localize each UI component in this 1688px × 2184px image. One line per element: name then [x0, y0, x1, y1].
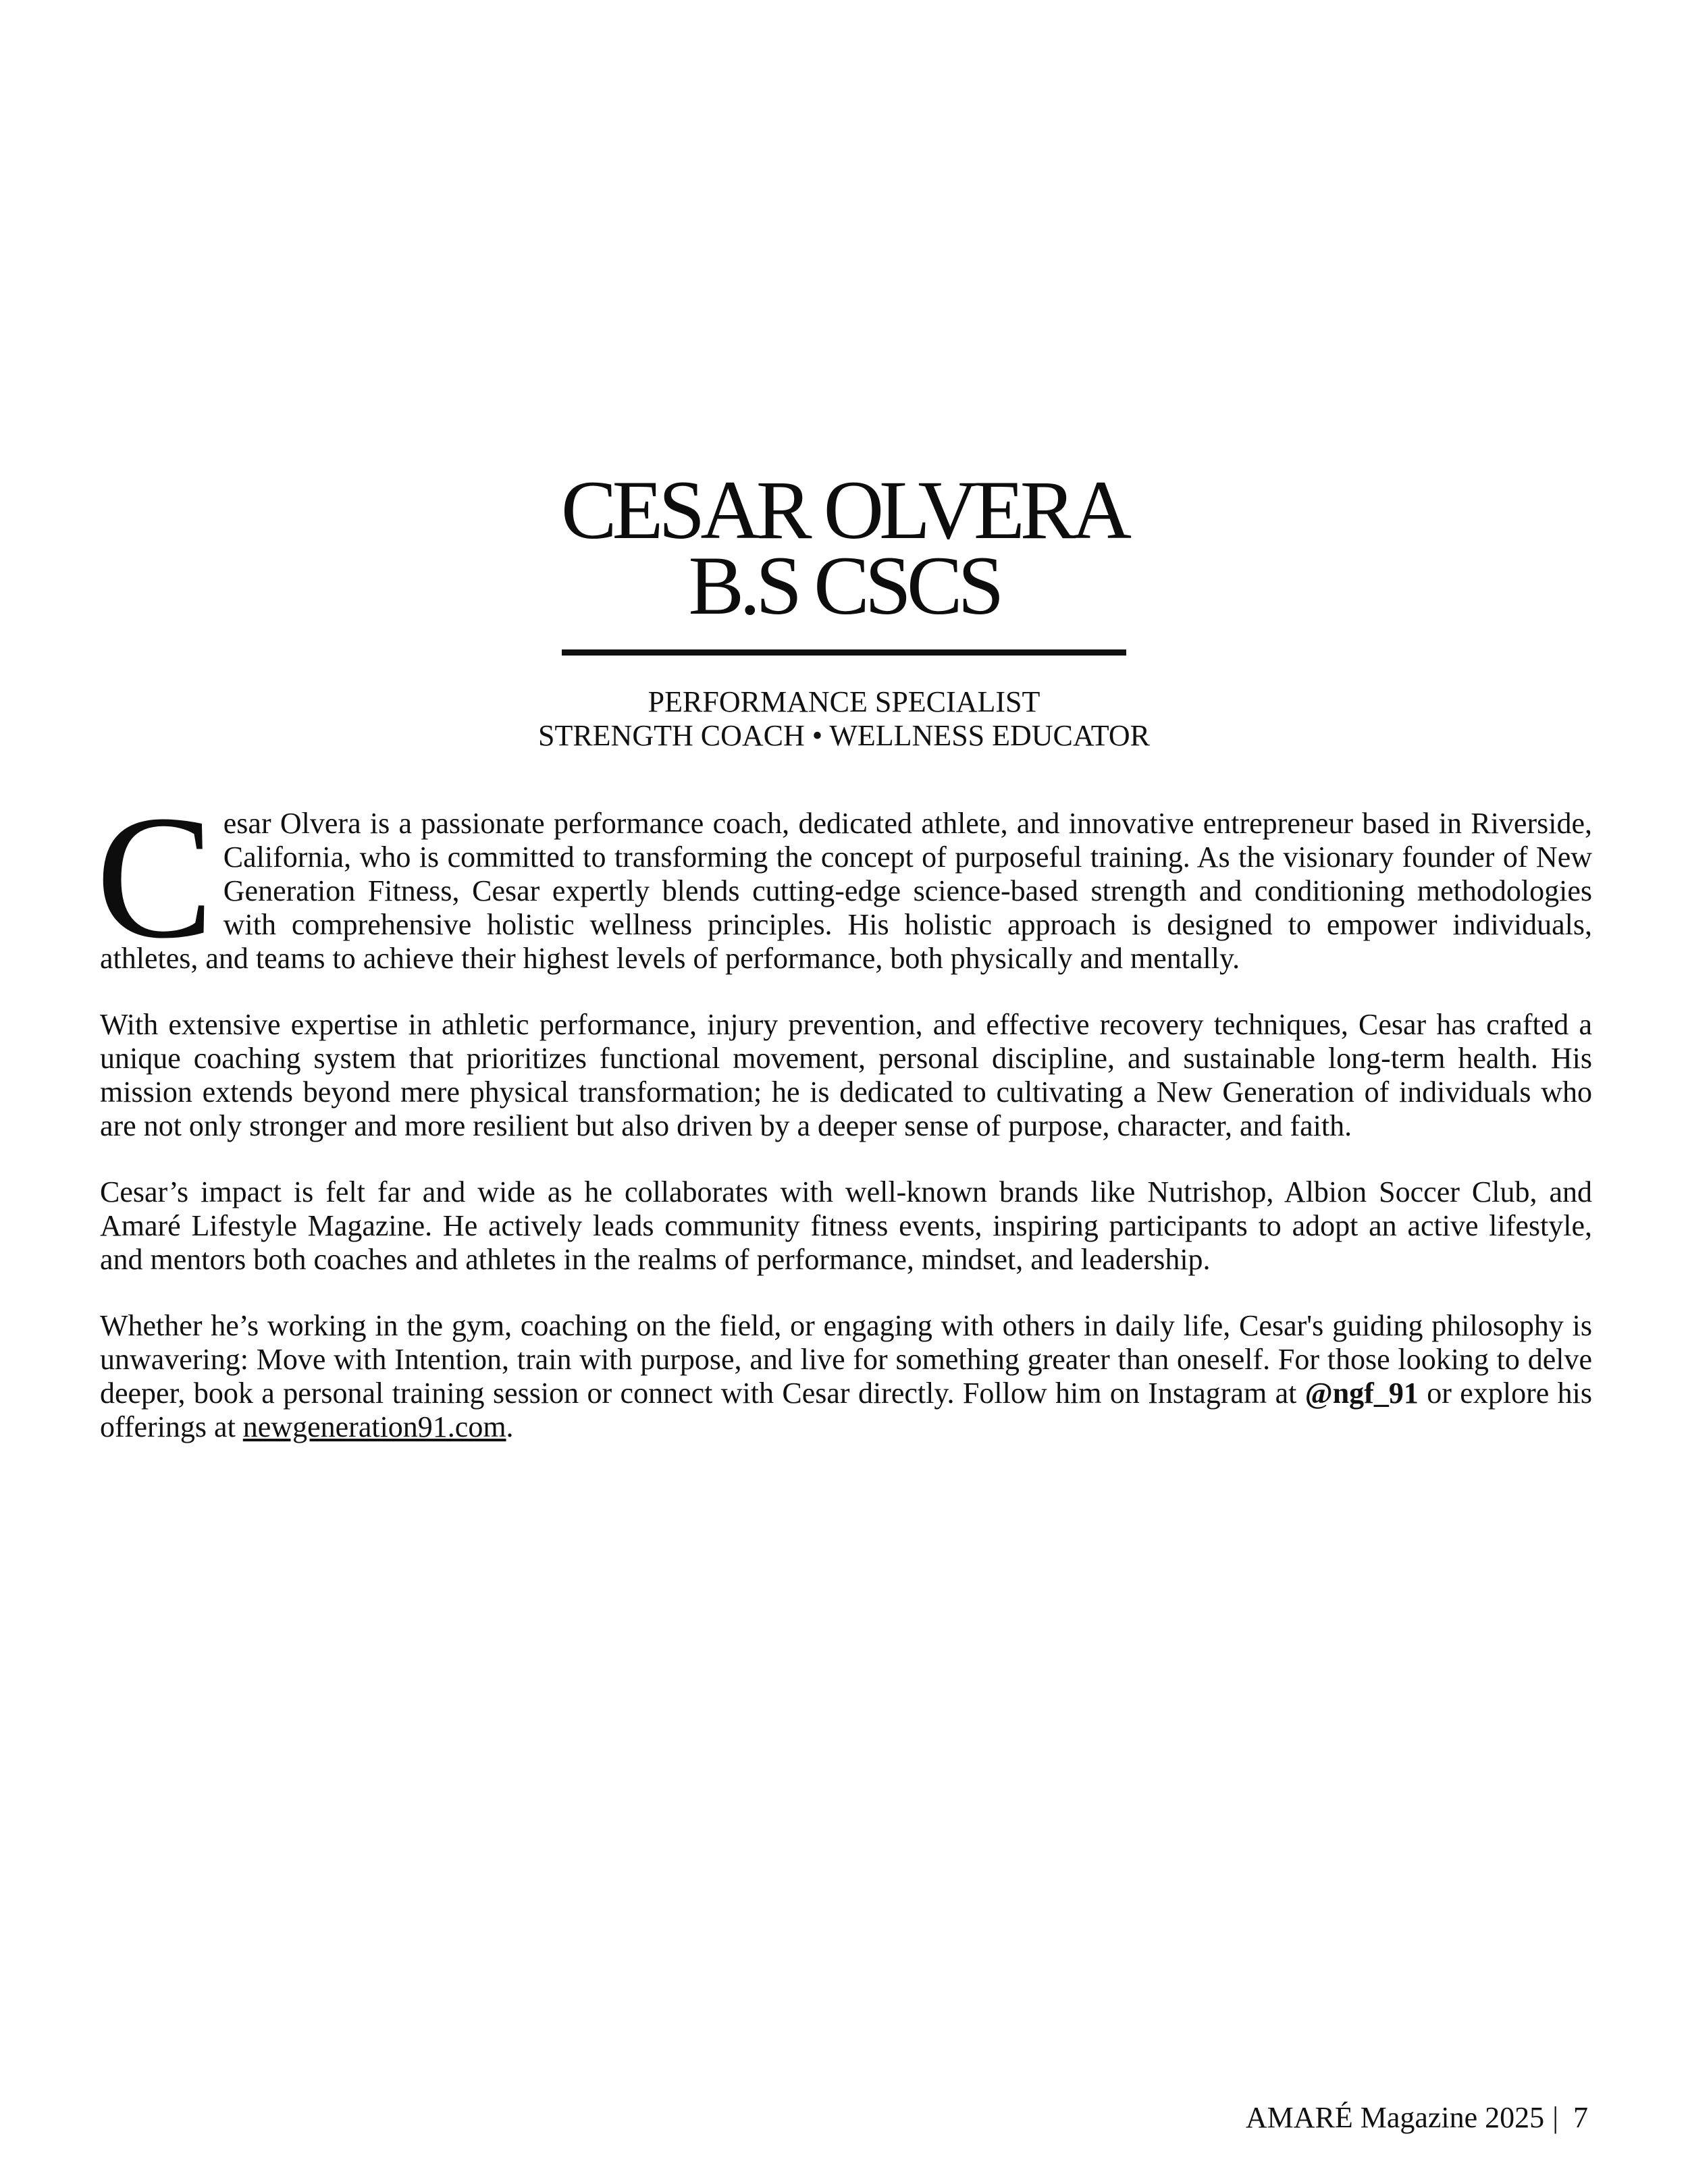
paragraph-4	[100, 1309, 1592, 1444]
page-footer	[1246, 2101, 1588, 2135]
profile-name: CESAR OLVERA	[560, 464, 1128, 556]
paragraph-1	[96, 779, 1592, 976]
paragraph-3: Cesar’s impact is felt far and wide as he collaborates with well-known brands like Nutrishop, Albion Soccer Club, and Amaré Lifestyle Magazine. He actively leads community fitness events, inspiring participants to adopt an active lifestyle, and mentors both coaches and athletes in the realms of performance, mindset, and leadership.	[100, 1175, 1592, 1276]
article-body	[96, 779, 1592, 1476]
page-number: 7	[1573, 2101, 1588, 2134]
instagram-handle[interactable]: @ngf_91	[1304, 1377, 1419, 1410]
paragraph-4-mid: or explore his offerings at	[100, 1377, 1592, 1443]
paragraph-2: With extensive expertise in athletic performance, injury prevention, and effective recovery techniques, Cesar has crafted a unique coaching system that prioritizes functional movement, personal discipline, and sustainable long-term health. His mission extends beyond mere physical transformation; he is dedicated to cultivating a New Generation of individuals who are not only stronger and more resilient but also driven by a deeper sense of purpose, character, and faith.	[100, 1008, 1592, 1142]
paragraph-1-text: esar Olvera is a passionate performance coach, dedicated athlete, and innovative entrepreneur based in Riverside, California, who is committed to transforming the concept of purposeful training. As the visionary founder of New Generation Fitness, Cesar expertly blends cutting-edge science-based strength and conditioning methodologies with comprehensive holistic wellness principles. His holistic approach is designed to empower individuals, athletes, and teams to achieve their highest levels of performance, both physically and mentally.	[100, 807, 1592, 975]
paragraph-4-end: .	[506, 1410, 514, 1443]
profile-role-line-2: STRENGTH COACH • WELLNESS EDUCATOR	[537, 719, 1151, 752]
paragraph-4-text: Whether he’s working in the gym, coaching on the field, or engaging with others in daily life, Cesar's guiding philosophy is unwavering: Move with Intention, train with purpose, and live for something greater than oneself. For those looking to delve deeper, book a personal training session or connect with Cesar directly. Follow him on Instagram at	[100, 1309, 1592, 1410]
footer-separator: |	[1552, 2101, 1558, 2134]
website-link[interactable]: newgeneration91.com	[242, 1410, 506, 1443]
profile-credentials: B.S CSCS	[688, 539, 1000, 632]
profile-role-line-1: PERFORMANCE SPECIALIST	[648, 685, 1040, 718]
drop-cap: C	[96, 779, 214, 975]
title-divider	[562, 649, 1126, 656]
article-header	[0, 464, 1688, 753]
publication-name: AMARÉ Magazine 2025	[1245, 2101, 1545, 2134]
